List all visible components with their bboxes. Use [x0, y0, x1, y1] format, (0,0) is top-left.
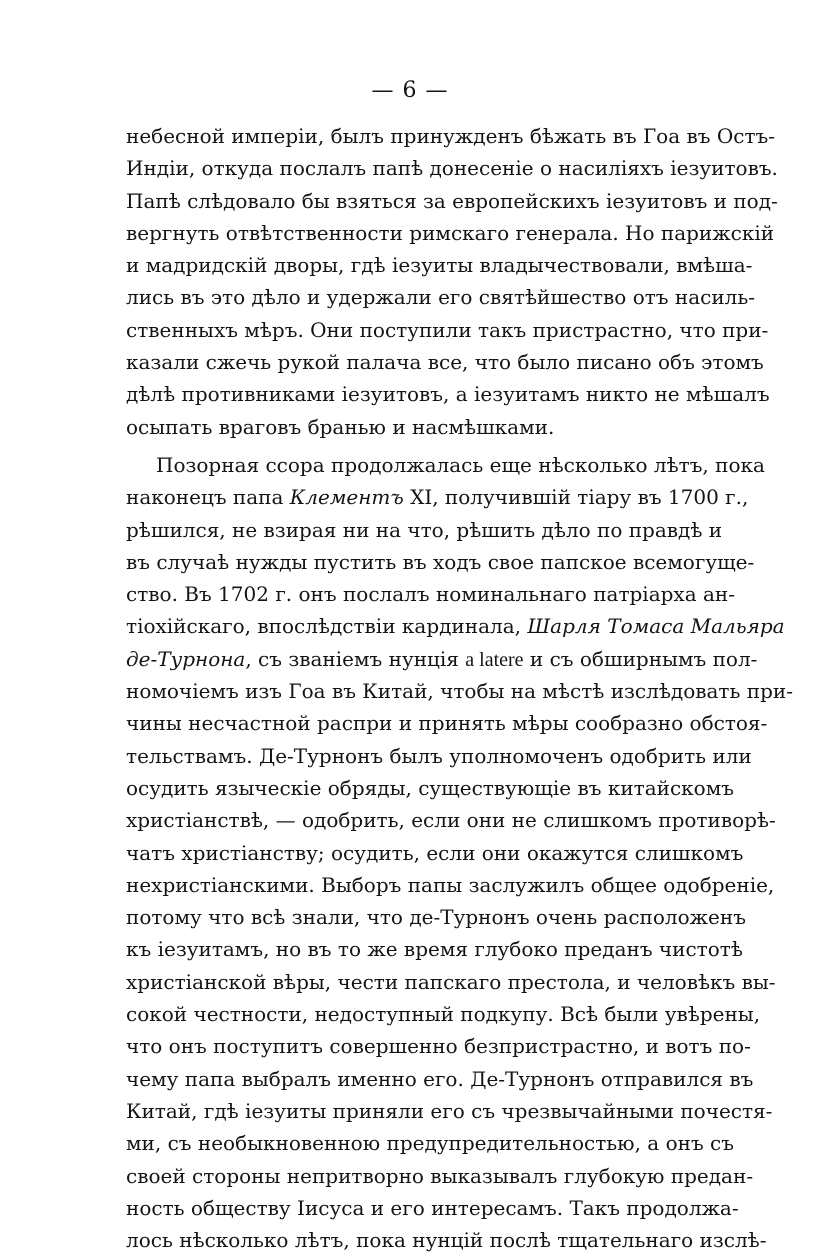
text-line: своей стороны непритворно выказывалъ глубокую предан-	[126, 1163, 754, 1188]
person-name: Шарля Томаса Мальяра	[527, 614, 785, 639]
text-run: тіохійскаго, впослѣдствіи кардинала,	[126, 614, 528, 639]
text-line: вергнуть отвѣтственности римскаго генерала. Но парижскій	[126, 220, 775, 245]
text-line: Папѣ слѣдовало бы взяться за европейскихъ іезуитовъ и под-	[126, 188, 778, 213]
text-line: казали сжечь рукой палача все, что было писано объ этомъ	[126, 350, 764, 375]
text-line: что онъ поступитъ совершенно безпристрастно, и вотъ по-	[126, 1034, 751, 1059]
text-line	[126, 481, 749, 513]
text-line: чему папа выбралъ именно его. Де-Турнонъ отправился въ	[126, 1066, 754, 1091]
text-line: Китай, гдѣ іезуиты приняли его съ чрезвычайными почестя-	[126, 1098, 773, 1123]
text-line: къ іезуитамъ, но въ то же время глубоко преданъ чистотѣ	[126, 937, 743, 962]
text-line: дѣлѣ противниками іезуитовъ, а іезуитамъ никто не мѣшалъ	[126, 382, 770, 407]
person-name: Клементъ	[289, 485, 404, 510]
text-line: ство. Въ 1702 г. онъ послалъ номинальнаго патріарха ан-	[126, 582, 736, 607]
text-line: христіанской вѣры, чести папскаго престола, и человѣкъ вы-	[126, 969, 776, 994]
text-run: наконецъ папа	[126, 485, 290, 510]
text-line: чины несчастной распри и принять мѣры сообразно обстоя-	[126, 711, 768, 736]
text-line: нехристіанскими. Выборъ папы заслужилъ общее одобреніе,	[126, 872, 775, 897]
text-line: чатъ христіанству; осудить, если они окажутся слишкомъ	[126, 840, 744, 865]
text-line: христіанствѣ, — одобрить, если они не слишкомъ противорѣ-	[126, 808, 776, 833]
text-run: , съ званіемъ нунція	[245, 646, 466, 671]
text-line: въ случаѣ нужды пустить въ ходъ свое папское всемогуще-	[126, 549, 755, 574]
text-line: осыпать враговъ бранью и насмѣшками.	[126, 414, 555, 439]
text-line: Позорная ссора продолжалась еще нѣсколько лѣтъ, пока	[156, 452, 765, 477]
text-line: тельствамъ. Де-Турнонъ былъ уполномоченъ одобрить или	[126, 743, 752, 768]
text-line: рѣшился, не взирая ни на что, рѣшить дѣло по правдѣ и	[126, 517, 723, 542]
text-line: Индіи, откуда послалъ папѣ донесеніе о насиліяхъ іезуитовъ.	[126, 156, 778, 181]
text-line: номочіемъ изъ Гоа въ Китай, чтобы на мѣстѣ изслѣдовать при-	[126, 679, 793, 704]
latin-phrase: a latere	[465, 648, 524, 671]
text-line: лось нѣсколько лѣтъ, пока нунцій послѣ тщательнаго изслѣ-	[126, 1228, 767, 1253]
text-run: и съ обширнымъ пол-	[523, 646, 758, 671]
body-text	[126, 120, 793, 1256]
text-line: лись въ это дѣло и удержали его святѣйшество отъ насиль-	[126, 285, 756, 310]
text-line: и мадридскій дворы, гдѣ іезуиты владычествовали, вмѣша-	[126, 253, 753, 278]
person-name: де-Турнона	[126, 646, 246, 671]
text-line	[126, 610, 785, 642]
text-run: XI, получившій тіару въ 1700 г.,	[403, 485, 749, 510]
text-line: небесной имперіи, былъ принужденъ бѣжать въ Гоа въ Остъ-	[126, 124, 775, 148]
text-line	[126, 643, 758, 675]
text-line: потому что всѣ знали, что де-Турнонъ очень расположенъ	[126, 905, 746, 930]
text-line: ми, съ необыкновенною предупредительностью, а онъ съ	[126, 1131, 734, 1156]
text-line: ственныхъ мѣръ. Они поступили такъ пристрастно, что при-	[126, 317, 769, 342]
page-number: — 6 —	[371, 78, 449, 103]
text-line: ность обществу Іисуса и его интересамъ. Такъ продолжа-	[126, 1195, 739, 1220]
text-line: осудить языческіе обряды, существующіе въ китайскомъ	[126, 775, 735, 800]
text-line: сокой честности, недоступный подкупу. Всѣ были увѣрены,	[126, 1002, 761, 1027]
